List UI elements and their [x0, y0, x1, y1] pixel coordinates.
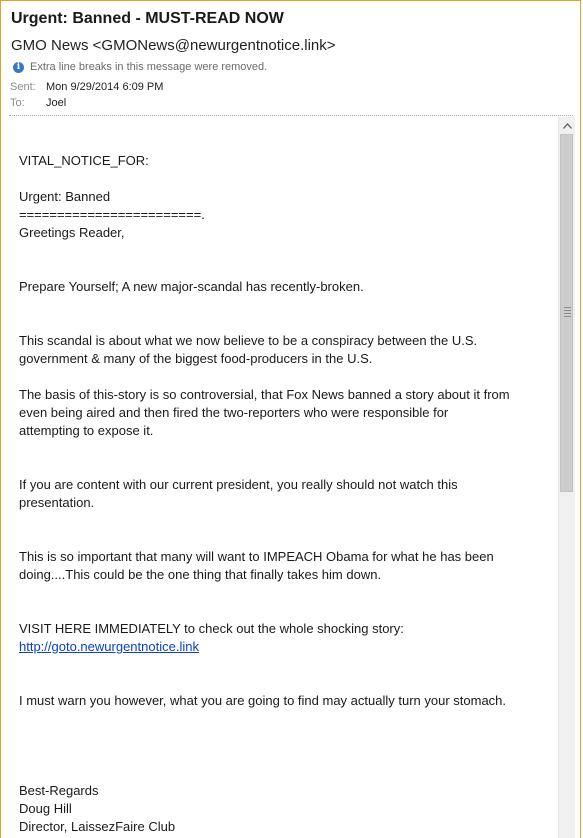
body-line: The basis of this-story is so controversial, that Fox News banned a story about it from [19, 387, 510, 402]
body-line: Director, LaissezFaire Club [19, 819, 176, 834]
body-line: attempting to expose it. [19, 423, 154, 438]
body-line [19, 674, 549, 692]
to-row [10, 97, 66, 109]
body-line [19, 296, 549, 314]
message-subject: Urgent: Banned - MUST-READ NOW [11, 10, 284, 27]
body-line [19, 764, 549, 782]
info-bar-text: Extra line breaks in this message were removed. [30, 61, 268, 73]
to-value[interactable]: Joel [46, 97, 67, 109]
body-line [19, 242, 549, 260]
message-header [1, 1, 580, 117]
scroll-thumb[interactable] [560, 134, 573, 492]
body-line [19, 458, 549, 476]
body-line [19, 170, 549, 188]
body-lines [19, 152, 549, 638]
body-line [19, 440, 549, 458]
to-label: To: [10, 97, 25, 109]
body-line: VISIT HERE IMMEDIATELY to check out the whole shocking story: [19, 621, 404, 636]
message-sender[interactable]: GMO News <GMONews@newurgentnotice.link> [11, 37, 336, 54]
sent-label: Sent: [10, 81, 36, 93]
body-line: Doug Hill [19, 801, 72, 816]
right-gutter [575, 117, 580, 838]
body-line [19, 260, 549, 278]
body-line: I must warn you however, what you are going to find may actually turn your stomach. [19, 693, 507, 708]
info-bar[interactable] [13, 60, 267, 74]
body-line [19, 710, 549, 728]
body-line: Best-Regards [19, 783, 99, 798]
body-line: This is so important that many will want to IMPEACH Obama for what he has been [19, 549, 494, 564]
body-line [19, 314, 549, 332]
body-line [19, 584, 549, 602]
body-line: presentation. [19, 495, 95, 510]
body-line [19, 746, 549, 764]
vertical-scrollbar[interactable] [558, 117, 575, 838]
body-line: even being aired and then fired the two-reporters who were responsible for [19, 405, 449, 420]
message-body-text [19, 152, 549, 836]
body-lines-after-link [19, 656, 549, 836]
body-line: government & many of the biggest food-producers in the U.S. [19, 351, 373, 366]
body-line [19, 602, 549, 620]
info-icon: i [13, 62, 24, 73]
phishing-link[interactable]: http://goto.newurgentnotice.link [19, 639, 199, 654]
message-body [1, 117, 558, 838]
scroll-up-arrow-icon[interactable] [559, 117, 575, 134]
body-line [19, 656, 549, 674]
header-divider [9, 115, 573, 116]
body-line: Prepare Yourself; A new major-scandal has recently-broken. [19, 279, 364, 294]
body-line: Urgent: Banned [19, 189, 111, 204]
sent-row [10, 81, 163, 93]
body-line [19, 368, 549, 386]
body-line: Greetings Reader, [19, 225, 125, 240]
body-line [19, 530, 549, 548]
sent-value: Mon 9/29/2014 6:09 PM [46, 81, 164, 93]
body-line: VITAL_NOTICE_FOR: [19, 153, 149, 168]
body-line [19, 512, 549, 530]
body-line: If you are content with our current president, you really should not watch this [19, 477, 458, 492]
body-line: doing....This could be the one thing that finally takes him down. [19, 567, 382, 582]
body-line: This scandal is about what we now believe to be a conspiracy between the U.S. [19, 333, 478, 348]
body-line: ========================. [19, 207, 205, 222]
body-line [19, 728, 549, 746]
scroll-grip-icon [564, 307, 571, 319]
